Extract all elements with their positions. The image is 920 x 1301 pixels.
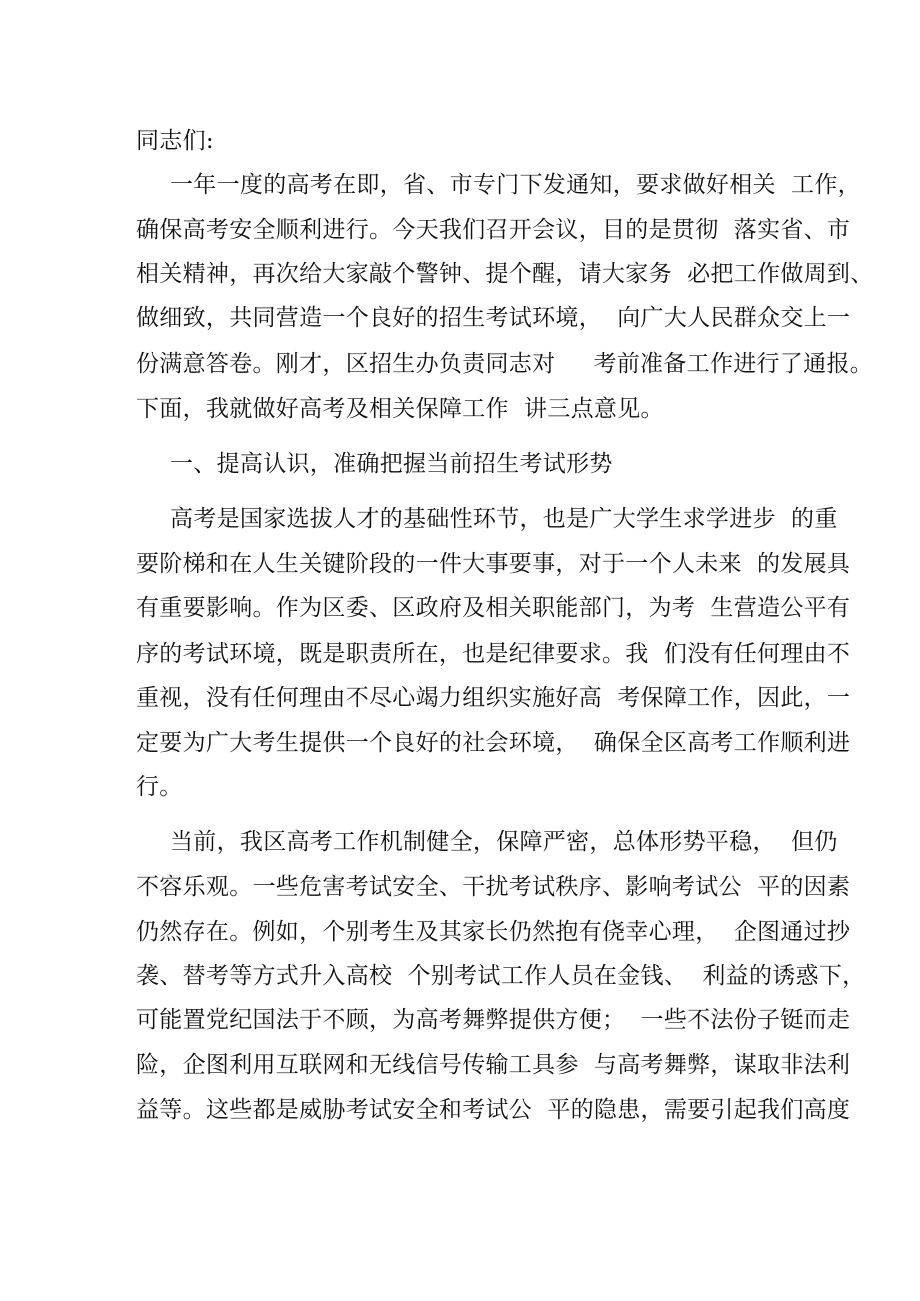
- paragraph-1-line-6: 下面，我就做好高考及相关保障工作 讲三点意见。: [136, 396, 664, 422]
- paragraph-3-line-5: 重视，没有任何理由不尽心竭力组织实施好高 考保障工作，因此，一: [136, 685, 851, 711]
- paragraph-1-line-3: 相关精神，再次给大家敲个警钟、提个醒，请大家务 必把工作做周到、: [136, 261, 874, 287]
- paragraph-3-line-3: 有重要影响。作为区委、区政府及相关职能部门，为考 生营造公平有: [136, 595, 851, 621]
- paragraph-4-line-3: 仍然存在。例如，个别考生及其家长仍然抱有侥幸心理， 企图通过抄: [136, 919, 851, 945]
- paragraph-1-line-4: 做细致，共同营造一个良好的招生考试环境， 向广大人民群众交上一: [136, 305, 851, 331]
- paragraph-4-line-7: 益等。这些都是威胁考试安全和考试公 平的隐患，需要引起我们高度: [136, 1097, 851, 1123]
- paragraph-4-line-2: 不容乐观。一些危害考试安全、干扰考试秩序、影响考试公 平的因素: [136, 874, 851, 900]
- paragraph-4-line-6: 险，企图利用互联网和无线信号传输工具参 与高考舞弊，谋取非法利: [136, 1052, 851, 1078]
- paragraph-3-line-7: 行。: [136, 774, 183, 800]
- greeting: 同志们:: [136, 128, 214, 154]
- paragraph-3-line-1: 高考是国家选拔人才的基础性环节，也是广大学生求学进步 的重: [170, 506, 838, 532]
- paragraph-1-line-5: 份满意答卷。刚才，区招生办负责同志对 考前准备工作进行了通报。: [136, 351, 874, 377]
- section-heading-1: 一、提高认识，准确把握当前招生考试形势: [170, 451, 613, 477]
- paragraph-4-line-5: 可能置党纪国法于不顾，为高考舞弊提供方便； 一些不法份子铤而走: [136, 1007, 851, 1033]
- paragraph-3-line-6: 定要为广大考生提供一个良好的社会环境， 确保全区高考工作顺利进: [136, 730, 851, 756]
- paragraph-4-line-4: 袭、替考等方式升入高校 个别考试工作人员在金钱、 利益的诱惑下，: [136, 963, 866, 989]
- paragraph-4-line-1: 当前，我区高考工作机制健全，保障严密，总体形势平稳， 但仍: [170, 829, 838, 855]
- paragraph-1-line-1: 一年一度的高考在即，省、市专门下发通知，要求做好相关 工作，: [170, 172, 861, 198]
- paragraph-3-line-4: 序的考试环境，既是职责所在，也是纪律要求。我 们没有任何理由不: [136, 641, 851, 667]
- paragraph-3-line-2: 要阶梯和在人生关键阶段的一件大事要事，对于一个人未来 的发展具: [136, 551, 851, 577]
- paragraph-1-line-2: 确保高考安全顺利进行。今天我们召开会议，目的是贯彻 落实省、市: [136, 217, 851, 243]
